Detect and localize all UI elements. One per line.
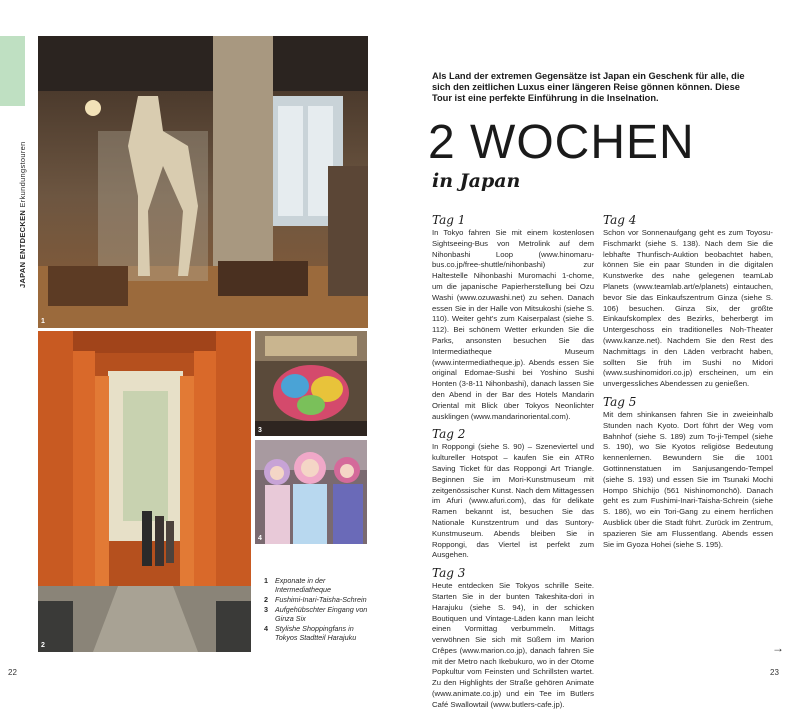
caption-item [264, 595, 374, 604]
page-number-left: 22 [8, 668, 17, 677]
photo-harajuku-fans [255, 440, 367, 544]
caption-item [264, 605, 374, 623]
page-title: 2 WOCHEN [428, 116, 695, 169]
day-heading: Tag 1 [432, 213, 466, 227]
page-number-right: 23 [770, 668, 779, 677]
day-heading: Tag 3 [432, 566, 466, 581]
day-heading: Tag 4 [603, 213, 637, 227]
figure-number-1: 1 [41, 318, 45, 325]
caption-number: 4 [264, 624, 268, 633]
section-label-bold: JAPAN ENTDECKEN [18, 209, 27, 288]
section-label [4, 118, 27, 293]
photo-ginza-six [255, 331, 367, 436]
figure-number-4: 4 [258, 535, 262, 542]
day-text: Mit dem shinkansen fahren Sie in zweieinhalb Stunden nach Kyoto. Dort führt der Weg vom Bahnhof (siehe S. 189) zum To-ji-Tempel (siehe S. 190), wo Sie Kyotos religiöse Bedeutung kennenlernen. Bewundern Sie die 1001 Gottinnenstatuen im Sanjusangendo-Tempel (siehe S. 193) und essen Sie im Tsunaki Mochi Hompo Shichijo (561 Nishinomonchō). Danach geht es zum Fushimi-Inari-Taisha-Schrein (siehe S. 186), wo ein Tori-Gang zu einem herrlichen Ausblick über die Stadt führt. Zurück im Zentrum, spazieren Sie am Flussentlang. Abends essen Sie im Gyoza Hohei (siehe S. 195). [603, 409, 773, 549]
day-block [603, 396, 773, 550]
day-block [432, 567, 594, 711]
photo-captions [264, 576, 374, 643]
figure-number-2: 2 [41, 642, 45, 649]
day-block [432, 428, 594, 561]
caption-text: Aufgehübschter Eingang von Ginza Six [275, 605, 368, 623]
next-page-arrow-icon[interactable]: → [772, 641, 784, 655]
day-text: Heute entdecken Sie Tokyos schrille Seite. Starten Sie in der bunten Takeshita-dori in Harajuku (siehe S. 94), in der schicken Boutiquen und Vintage-Läden kann man leicht einen Vormittag verbummeln. Mittags verwöhnen Sie sich mit Süßem im Marion Crêpes (www.marion.co.jp), danach fahren Sie mit der Metro nach Ikebukuro, wo in der Otome Popkultur vom Feinsten und Schrillsten wartet. Zu den Highlights der Straße gehören Animate (www.animate.co.jp) und ein Tee im Butlers Café Swallowtail (www.butlers-cafe.jp). [432, 581, 594, 709]
caption-text: Stylishe Shoppingfans in Tokyos Stadtteil Harajuku [275, 624, 357, 642]
day-heading: Tag 5 [603, 394, 637, 409]
day-block [603, 214, 773, 390]
day-text: In Roppongi (siehe S. 90) – Szeneviertel und kultureller Hotspot – kaufen Sie ein ATRo Saving Ticket für das Roppongi Art Triangle. Beginnen Sie im Mori-Kunstmuseum mit zeitgenössischer Kunst. Nach dem Mittagessen im Afuri (www.afuri.com), das für delikate Ramen bekannt ist, besuchen Sie das Nationale Kunstzentrum und das Suntory-Kunstmuseum. Abends bleiben Sie in Roppongi, das Viertel ist perfekt zum Ausgehen. [432, 442, 594, 560]
caption-number: 2 [264, 595, 268, 604]
page-subtitle: in Japan [432, 170, 521, 192]
caption-number: 3 [264, 605, 268, 614]
day-heading: Tag 2 [432, 427, 466, 442]
caption-item [264, 576, 374, 594]
caption-number: 1 [264, 576, 268, 585]
caption-text: Fushimi-Inari-Taisha-Schrein [275, 595, 367, 604]
caption-text: Exponate in der Intermediatheque [275, 576, 331, 594]
figure-number-3: 3 [258, 427, 262, 434]
chapter-tab [0, 36, 25, 106]
photo-museum [38, 36, 368, 328]
text-column-2 [603, 214, 773, 556]
day-text: Schon vor Sonnenaufgang geht es zum Toyosu-Fischmarkt (siehe S. 138). Nach dem Sie die lebhafte Thunfisch-Auktion beobachtet haben, können Sie ein paar Stunden in die digitalen Kunstwerke des nahe gelegenen teamLab Planets (www.teamlab.art/e/planets) eintauchen, bevor Sie das Einkaufszentrum Ginza (siehe S. 106) besuchen. Ginza Six, der größte Einkaufskomplex des Bezirks, beherbergt im Untergeschoss ein traditionelles Noh-Theater (www.kanze.net). Nachdem Sie den Rest des Nachmittags in den Läden verbracht haben, sollten Sie früh im Sushi no Midori (www.sushinomidori.co.jp) erscheinen, um ein unvergessliches Abendessen zu genießen. [603, 228, 773, 389]
caption-item [264, 624, 374, 642]
day-text: In Tokyo fahren Sie mit einem kostenlosen Sightseeing-Bus von Metrolink auf dem Nihonbashi Loop (www.hinomaru-bus.co.jp/free-shuttle/nihonbashi) zur Haltestelle Nihonbashi Muromachi 1-chome, um die japanische Papierherstellung bei Ozu Washi (www.ozuwashi.net) zu sehen. Danach essen Sie in der Halle von Mitsukoshi (siehe S. 110). Weiter geht's zum Kaiserpalast (siehe S. 112). Bei schönem Wetter erkunden Sie die Parks, ansonsten besuchen Sie das Intermediatheque Museum (www.intermediatheque.jp). Abends essen Sie original Edomae-Sushi bei Yoshino Sushi Honten (3-8-11 Nihonbashi), danach lassen Sie den Abend in der Bar des Hotels Mandarin Oriental mit Blick über Tokyos Neonlichter ausklingen (www.mandarinoriental.com). [432, 228, 594, 421]
section-label-rest: Erkundungstouren [18, 141, 27, 210]
intro-text: Als Land der extremen Gegensätze ist Japan ein Geschenk für alle, die sich den zeitlichen Luxus einer längeren Reise gönnen können. Diese Tour ist eine perfekte Einführung in die Inselnation. [432, 71, 745, 104]
day-block [432, 214, 594, 422]
text-column-1 [432, 214, 594, 717]
photo-torii-gates [38, 331, 251, 652]
